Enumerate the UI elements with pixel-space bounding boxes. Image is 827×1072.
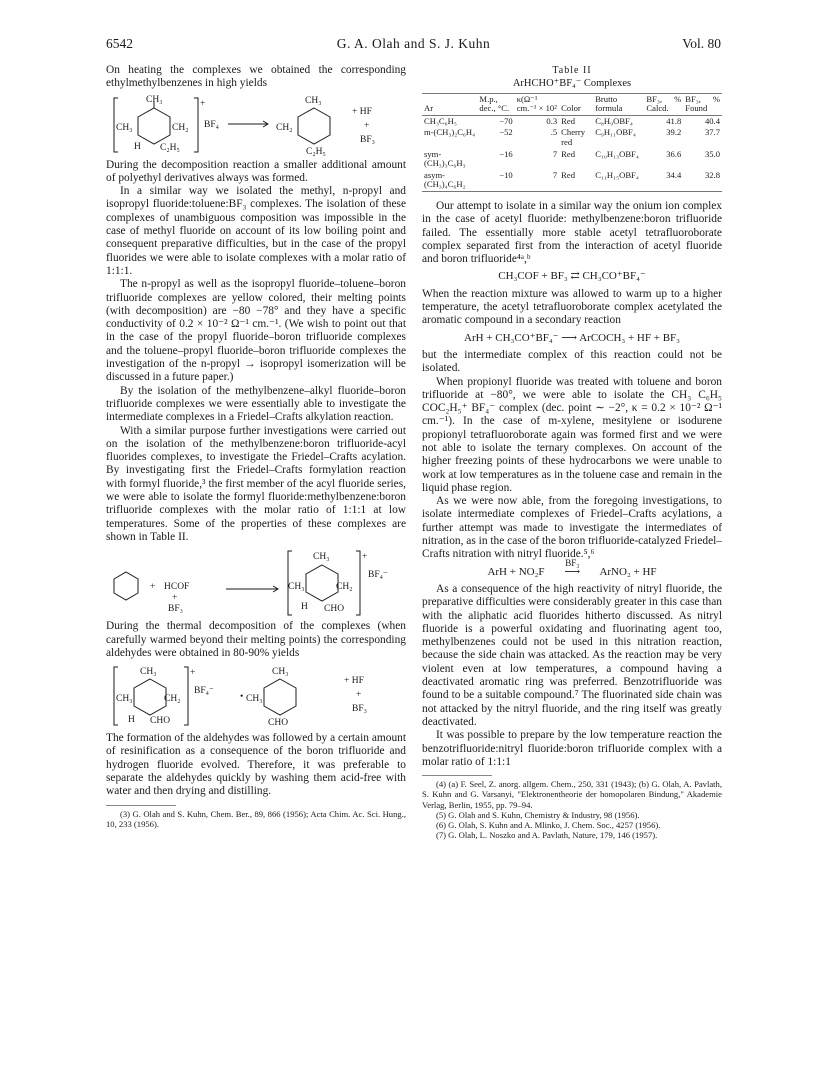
reaction-scheme-alkyl (106, 94, 406, 156)
table-cell: 32.8 (683, 170, 722, 192)
paragraph: With a similar purpose further investigations were carried out on the isolation of the methylbenzene:boron trifluoride-acyl fluorides complexes, to investigate the Friedel–Crafts acylation. By investigating first the Friedel–Crafts formylation reaction with formyl fluoride,³ the first member of the acyl fluoride series, we were able to isolate the formyl fluoride:methylbenzene:boron trifluoride complexes with the molar ratio of 1:1:1 at low temperatures. Some of the properties of these complexes are shown in Table II. (106, 424, 406, 543)
paragraph: In a similar way we isolated the methyl, n-propyl and isopropyl fluoride:toluene:BF₃ complexes. The isolation of these complexes of unambiguous composition was impossible in the case of methyl fluoride on account of its low boiling point and consequent preparative difficulties, but in the case of the propyl fluorides we were able to isolate complexes with a molar ratio of 1:1:1. (106, 185, 406, 277)
methyl-label: CH₃ (140, 667, 157, 678)
paragraph: Our attempt to isolate in a similar way the onium ion complex in the case of acetyl fluoride: methylbenzene:boron trifluoride failed. The essentially more stable acetyl tetrafluoroborate complex separated first from the interaction of acetyl fluoride and boron trifluoride⁴ᵃ,ᵇ (422, 199, 722, 266)
table-header: M.p., dec., °C. (477, 93, 514, 115)
paragraph: The n-propyl as well as the isopropyl fluoride–toluene–boron trifluoride complexes are yellow colored, their melting points (with decomposition) are −80 −78° and they have a specific conductivity of 0.2 × 10⁻² Ω⁻¹ cm.⁻¹. (We wish to point out that in the case of the propyl fluoride–boron trifluoride complexes and the toluene–propyl fluoride–boron trifluoride complexes the investigation of the n-propyl → isopropyl isomerization will be discussed in a future paper.) (106, 278, 406, 384)
footnote: (4) (a) F. Seel, Z. anorg. allgem. Chem., 250, 331 (1943); (b) G. Olah, A. Pavlath, S. Kuhn and G. Varsanyi, "Elektronentheorie der homopolaren Bindung," Akademie Verlag, Berlin, 1955, pp. 79–94. (422, 779, 722, 810)
table-cell: 35.0 (704, 148, 720, 159)
footnote: (3) G. Olah and S. Kuhn, Chem. Ber., 89, 866 (1956); Acta Chim. Ac. Sci. Hung., 10, 233 (1956). (106, 808, 406, 829)
table-cell: 7 (552, 148, 558, 159)
catalyst-label: BF₃ (565, 557, 580, 568)
right-column (422, 64, 722, 840)
table-cell: −52 (499, 127, 513, 138)
aldehyde-label: CHO (268, 718, 289, 729)
table-cell: Red (561, 148, 576, 159)
hf-label: + HF (352, 106, 372, 117)
table-row (422, 115, 722, 127)
methylene-label: CH₂ (172, 122, 189, 133)
plus-label: + (364, 120, 370, 131)
counterion-label: BF₄ (204, 119, 219, 130)
methylene-label: CH₂ (276, 122, 293, 133)
methyl-label: CH₃ (272, 667, 289, 678)
reaction-scheme-aldehyde (106, 663, 406, 729)
table-cell: 36.6 (666, 148, 682, 159)
equation: ArH + CH₃CO⁺BF₄⁻ ⟶ ArCOCH₃ + HF + BF₃ (464, 331, 680, 344)
counterion-label: BF₄⁻ (194, 686, 214, 697)
paragraph: When propionyl fluoride was treated with toluene and boron trifluoride at −80°, we were able to isolate the CH₃ C₆H₅ COC₂H₅⁺ BF₄⁻ complex (dec. point ∼ −2°, κ = 0.2 × 10⁻² Ω⁻¹ cm.⁻¹). In the case of m-xylene, mesitylene or isodurene propionyl tetrafluoroborate again was formed first and we were not able to isolate the ternary complexes. On account of the higher freezing points of these hydrocarbons we were unable to work at low temperatures as in the toluene case and remain in the liquid phase region. (422, 375, 722, 494)
table-cell: C₁₁H₁₅OBF₄ (593, 170, 644, 192)
running-title: G. A. Olah and S. J. Kuhn (336, 36, 491, 51)
footnote-rule (106, 805, 176, 806)
bf3-label: BF₃ (168, 604, 183, 615)
table-header-row (422, 93, 722, 115)
methylene-label: CH₂ (164, 694, 181, 705)
hydrogen-label: H (301, 602, 308, 613)
table-cell: −10 (477, 170, 514, 192)
table-row (422, 170, 722, 192)
table-cell: Red (561, 115, 576, 126)
table-row (422, 127, 722, 148)
table-cell: C₈H₉OBF₄ (595, 115, 633, 126)
hydrogen-label: H (128, 715, 135, 726)
table-cell: C₉H₁₁OBF₄ (595, 127, 636, 138)
table-header: κ(Ω⁻¹ cm.⁻¹ × 10² (515, 93, 559, 115)
charge-label: + (190, 668, 196, 679)
table-cell: m-(CH₃)₂C₆H₄ (424, 127, 476, 138)
paragraph: When the reaction mixture was allowed to warm up to a higher temperature, the acetyl tetrafluoroborate complex acetylated the aromatic compound in a secondary reaction (422, 287, 722, 327)
paragraph: The formation of the aldehydes was followed by a certain amount of resinification as a consequence of the boron trifluoride and hydrogen fluoride evolved. Therefore, it was preferable to separate the aldehydes quickly by washing them acid-free with water and then drying and distilling. (106, 732, 406, 798)
table-header: Brutto formula (593, 93, 644, 115)
table-cell: 37.7 (704, 127, 720, 138)
table-cell: Cherry red (561, 127, 586, 147)
table-cell: C₁₀H₁₃OBF₄ (595, 148, 639, 159)
svg-text:•: • (240, 692, 244, 703)
charge-label: + (362, 552, 368, 563)
paragraph: As we were now able, from the foregoing investigations, to isolate intermediate complexes of Friedel–Crafts acylations, a further attempt was made to investigate the intermediates of nitration, as in the case of the boron trifluoride-catalyzed Friedel–Crafts nitration with nitryl fluoride.⁵,⁶ (422, 495, 722, 561)
table-row (422, 149, 722, 170)
table-cell: asym-(CH₃)₄C₆H₂ (422, 170, 477, 192)
table-cell: −70 (499, 115, 513, 126)
table-cell: Red (559, 170, 593, 192)
nitration-equation: ArH + NO₂F BF₃ ⟶ ArNO₂ + HF (487, 557, 657, 578)
plus-label: + (172, 593, 178, 604)
table-cell: 40.4 (704, 115, 720, 126)
ethyl-label: C₂H₅ (160, 142, 180, 153)
table-cell: 7 (515, 170, 559, 192)
table-caption: Table II (552, 65, 592, 76)
table-header: Color (559, 93, 593, 115)
formyl-fluoride-label: HCOF (164, 582, 190, 593)
table-header: BF₃, % Found (683, 93, 722, 115)
table-cell: 39.2 (666, 127, 682, 138)
methyl-label: CH₃ (246, 694, 263, 705)
methyl-label: CH₃ (288, 582, 305, 593)
bf3-label: BF₃ (352, 704, 367, 715)
plus-label: + (356, 690, 362, 701)
table-cell: CH₃C₆H₅ (424, 115, 457, 126)
hydrogen-label: H (134, 141, 141, 152)
paragraph: but the intermediate complex of this reaction could not be isolated. (422, 348, 722, 375)
footnote: (5) G. Olah and S. Kuhn, Chemistry & Industry, 98 (1956). (436, 809, 640, 820)
table-cell: −16 (499, 148, 513, 159)
paragraph: It was possible to prepare by the low temperature reaction the benzotrifluoride:nitryl fluoride:boron trifluoride complex with a molar ratio of 1:1:1 (422, 729, 722, 768)
footnote-rule (422, 775, 492, 776)
table-cell: 0.3 (546, 115, 558, 126)
table-cell: 34.4 (644, 170, 683, 192)
table-cell: 41.8 (666, 115, 682, 126)
table-cell: .5 (550, 127, 558, 138)
properties-table (422, 93, 722, 192)
methyl-label: CH₃ (313, 552, 330, 563)
running-header (106, 36, 721, 56)
table-header: BF₃, % Calcd. (644, 93, 683, 115)
footnote: (7) G. Olah, L. Noszko and A. Pavlath, Nature, 179, 146 (1957). (436, 830, 658, 841)
methyl-label: CH₃ (116, 122, 133, 133)
equation-left: ArH + NO₂F (487, 565, 545, 578)
left-column (106, 64, 406, 829)
paragraph: As a consequence of the high reactivity of nitryl fluoride, the preparative difficulties were considerably greater in this case than with the aliphatic acid fluorides hitherto discussed. As nitryl fluoride is a powerful oxidating and fluorinating agent too, methylbenzenes could not be used in this nitration reaction, because the side chain was attacked. As the reaction may be very violent even at low temperatures, a compound having a deactivated aromatic ring was preferred. Benzotrifluoride was found to be a suitable compound.⁷ The fluorinated side chain was not attacked by the nitryl fluoride, and the ring itself was greatly deactivated. (422, 582, 722, 728)
paragraph: By the isolation of the methylbenzene–alkyl fluoride–boron trifluoride complexes we were essentially able to investigate the intermediate complexes in a Friedel–Crafts alkylation reaction. (106, 384, 406, 424)
table-cell: sym-(CH₃)₃C₆H₃ (424, 148, 466, 169)
charge-label: + (200, 98, 206, 109)
counterion-label: BF₄⁻ (368, 570, 388, 581)
ethyl-label: C₂H₅ (306, 146, 326, 156)
aldehyde-label: CHO (150, 716, 171, 727)
paragraph: During the thermal decomposition of the complexes (when carefully warmed beyond their melting points) the corresponding aldehydes were obtained in 80-90% yields (106, 620, 406, 659)
equation: CH₃COF + BF₃ ⇄ CH₃CO⁺BF₄⁻ (498, 270, 646, 283)
methyl-label: CH₃ (116, 694, 133, 705)
equation-right: ArNO₂ + HF (599, 565, 657, 578)
paragraph: During the decomposition reaction a smaller additional amount of polyethyl derivatives always was formed. (106, 158, 406, 184)
hf-label: + HF (344, 676, 364, 687)
page-number: 6542 (106, 36, 133, 51)
table-title: ArHCHO⁺BF₄⁻ Complexes (512, 78, 632, 90)
footnote: (6) G. Olah, S. Kuhn and A. Mlinko, J. Chem. Soc., 4257 (1956). (436, 819, 661, 830)
volume-label: Vol. 80 (682, 36, 721, 51)
paragraph: On heating the complexes we obtained the corresponding ethylmethylbenzenes in high yields (106, 64, 406, 90)
reaction-scheme-formylation (106, 547, 406, 617)
aldehyde-label: CHO (324, 604, 345, 615)
bf3-label: BF₃ (360, 134, 375, 145)
methyl-label: CH₃ (305, 95, 322, 106)
methyl-label: CH₃ (146, 94, 163, 105)
methylene-label: CH₂ (336, 582, 353, 593)
table-header: Ar (422, 93, 477, 115)
plus-label: + (150, 582, 156, 593)
